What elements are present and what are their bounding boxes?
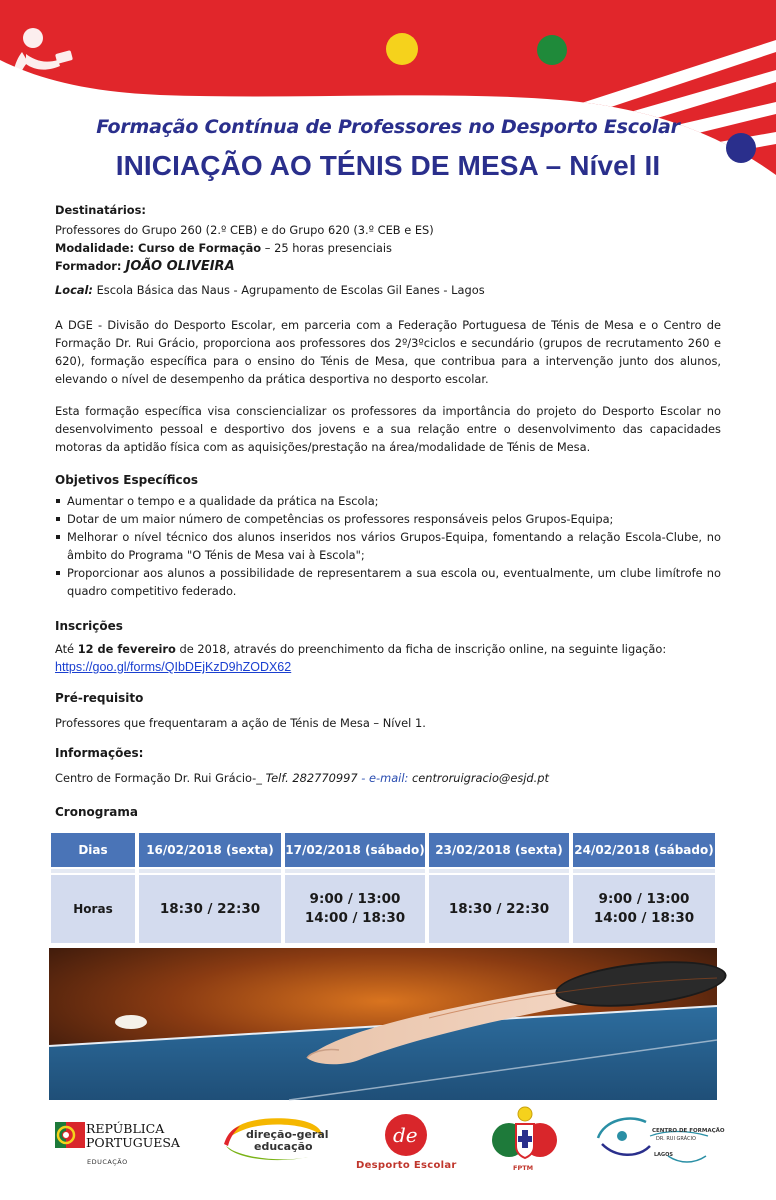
- email-address[interactable]: centroruigracio@esjd.pt: [408, 771, 549, 785]
- modalidade-label: Modalidade: Curso de Formação: [55, 241, 262, 255]
- ping-pong-ball-icon: [115, 1015, 147, 1029]
- schedule-hours-row: [49, 873, 717, 945]
- fptm-caption: FPTM: [513, 1164, 534, 1172]
- purpose-paragraph: Esta formação específica visa consciencializar os professores da importância do projeto do Desporto Escolar no desenvolvimento pessoal e desportivo dos jovens e a sua relação entre o desenvolvimento das capacidades motoras da aptidão física com as aquisições/prestação na área/modalidade de Ténis de Mesa.: [55, 404, 721, 454]
- centro-line-1: CENTRO DE FORMAÇÃO: [652, 1128, 725, 1134]
- hours-slot: 9:00 / 13:00: [309, 891, 401, 907]
- schedule-header-cell: 16/02/2018 (sexta): [137, 831, 283, 869]
- hours-slot: 14:00 / 18:30: [593, 910, 695, 926]
- centro-line-3: LAGOS: [654, 1152, 674, 1158]
- event-title: INICIAÇÃO AO TÉNIS DE MESA – Nível II: [115, 150, 661, 181]
- formador-label: Formador:: [55, 259, 122, 273]
- objetivo-item: Aumentar o tempo e a qualidade da prática na Escola;: [55, 492, 721, 510]
- schedule-hours-cell: [137, 873, 283, 945]
- schedule-hours-cell: [283, 873, 427, 945]
- dge-logo: [222, 1116, 329, 1164]
- republica-flag-icon: [55, 1118, 85, 1152]
- objetivo-item: Melhorar o nível técnico dos alunos inseridos nos vários Grupos-Equipa, fomentando a relação Escola-Clube, no âmbito do Programa "O Ténis de Mesa vai à Escola";: [55, 528, 721, 564]
- formador-line: [55, 257, 721, 276]
- telephone: Telf. 282770997: [265, 771, 358, 785]
- fptm-logo: [490, 1102, 560, 1164]
- objetivo-item: Dotar de um maior número de competências os professores responsáveis pelos Grupos-Equipa;: [55, 510, 721, 528]
- schedule-header-cell: 23/02/2018 (sexta): [427, 831, 571, 869]
- desporto-escolar-caption: Desporto Escolar: [356, 1160, 457, 1171]
- modalidade-line: [55, 239, 721, 257]
- informacoes-line: [55, 769, 721, 787]
- portuguesa-line: PORTUGUESA: [86, 1135, 180, 1150]
- republica-line: REPÚBLICA: [86, 1121, 165, 1136]
- schedule-header-cell: 24/02/2018 (sábado): [571, 831, 717, 869]
- hours-slot: 9:00 / 13:00: [598, 891, 690, 907]
- inscricoes-heading: Inscrições: [55, 619, 123, 633]
- event-subtitle: Formação Contínua de Professores no Desporto Escolar: [96, 116, 680, 138]
- hours-slot: 14:00 / 18:30: [304, 910, 406, 926]
- prerequisito-heading: Pré-requisito: [55, 691, 144, 705]
- centro-name: Centro de Formação Dr. Rui Grácio-_: [55, 771, 266, 785]
- green-ball-icon: [537, 35, 567, 65]
- dge-line-1: direção-geral: [246, 1128, 329, 1141]
- inscricoes-suffix: de 2018, através do preenchimento da ficha de inscrição online, na seguinte ligação:: [175, 642, 667, 656]
- prerequisito-text: Professores que frequentaram a ação de Ténis de Mesa – Nível 1.: [55, 716, 426, 730]
- inscricoes-text: [55, 640, 721, 658]
- hours-slot: 18:30 / 22:30: [159, 900, 261, 917]
- objetivo-item: Proporcionar aos alunos a possibilidade de representarem a sua escola ou, eventualmente, um clube limítrofe no quadro competitivo federado.: [55, 564, 721, 600]
- cronograma-heading: Cronograma: [55, 805, 138, 819]
- local-line: [55, 281, 721, 299]
- schedule-header-cell: Dias: [49, 831, 137, 869]
- inscricoes-deadline: 12 de fevereiro: [77, 642, 176, 656]
- yellow-ball-icon: [386, 33, 418, 65]
- destinatarios-label: Destinatários:: [55, 203, 146, 217]
- centro-formacao-logo: [594, 1112, 725, 1166]
- schedule-header-row: [49, 831, 717, 869]
- registration-form-link[interactable]: https://goo.gl/forms/QIbDEjKzD9hZODX62: [55, 660, 292, 674]
- objetivos-list: [55, 492, 721, 600]
- hours-slot: 18:30 / 22:30: [448, 900, 550, 917]
- intro-paragraph: A DGE - Divisão do Desporto Escolar, em parceria com a Federação Portuguesa de Ténis de Mesa e o Centro de Formação Dr. Rui Grácio, proporciona aos professores dos 2º/3ºciclos e secundário (grupos de recrutamento 260 e 620), formação específica para o ensino do Ténis de Mesa, que contribua para a intervenção junto dos alunos, elevando o nível de desempenho da prática desportiva no desporto escolar.: [55, 318, 721, 386]
- republica-portuguesa-logo-text: [86, 1122, 180, 1150]
- schedule-hours-cell: [427, 873, 571, 945]
- schedule-hours-cell: [571, 873, 717, 945]
- objetivos-heading: Objetivos Específicos: [55, 473, 198, 487]
- flyer-content: [55, 200, 721, 821]
- local-text: Escola Básica das Naus - Agrupamento de Escolas Gil Eanes - Lagos: [92, 283, 485, 297]
- schedule-table: [49, 831, 717, 945]
- email-label: - e-mail:: [357, 771, 409, 785]
- informacoes-heading: Informações:: [55, 746, 144, 760]
- schedule-row-label: Horas: [49, 873, 137, 945]
- educacao-caption: EDUCAÇÃO: [87, 1158, 128, 1166]
- table-tennis-photo: [49, 948, 717, 1100]
- destinatarios-text: Professores do Grupo 260 (2.º CEB) e do Grupo 620 (3.º CEB e ES): [55, 223, 434, 237]
- inscricoes-link-row: [55, 658, 721, 676]
- svg-text:de: de: [393, 1123, 418, 1147]
- modalidade-text: – 25 horas presenciais: [261, 241, 392, 255]
- local-label: Local:: [55, 283, 93, 297]
- schedule-header-cell: 17/02/2018 (sábado): [283, 831, 427, 869]
- inscricoes-prefix: Até: [55, 642, 78, 656]
- dge-line-2: educação: [254, 1140, 313, 1153]
- formador-name: JOÃO OLIVEIRA: [125, 259, 235, 274]
- centro-line-2: DR. RUI GRÁCIO: [656, 1136, 696, 1142]
- desporto-escolar-logo: [380, 1112, 432, 1158]
